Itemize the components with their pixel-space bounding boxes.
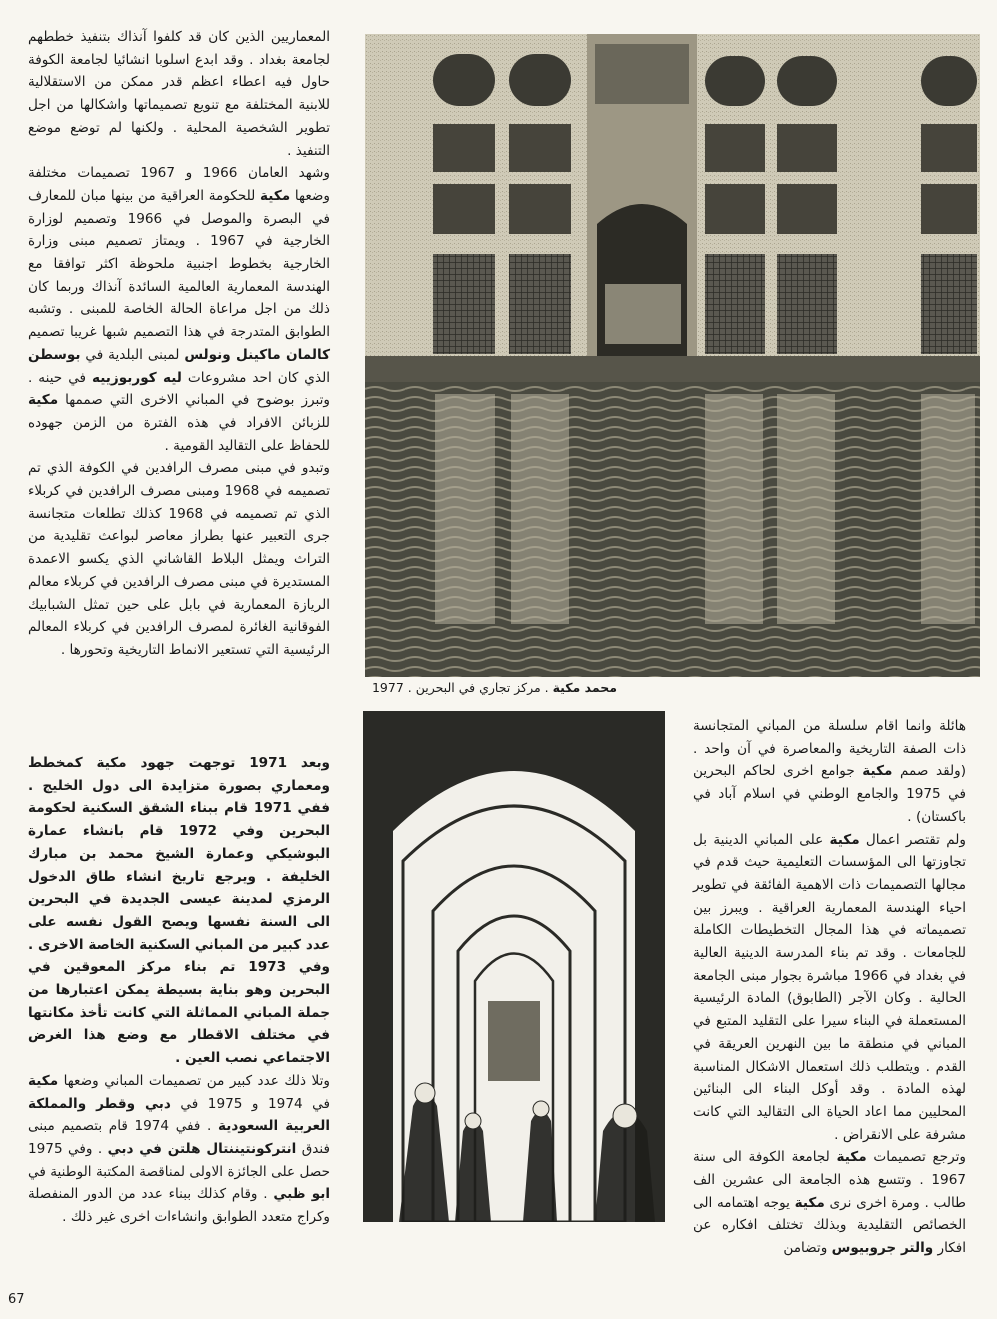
caption-architect: محمد مكية xyxy=(552,680,617,695)
photo-caption xyxy=(372,680,617,695)
paragraph: وترجع تصميمات مكية لجامعة الكوفة الى سنة 1967 . وتتسع هذه الجامعة الى عشرين الف طالب . ومرة اخرى نرى مكية يوجه اهتمامه الى الخصائص التقليدية وبذلك تختلف افكاره عن افكار والتر جروبيوس وتضامن xyxy=(693,1149,966,1257)
paragraph: ولم تقتصر اعمال مكية على المباني الدينية بل تجاوزتها الى المؤسسات التعليمية حيث قدم في مجالها التصميمات ذات الاهمية الفائقة في تطوير احياء الهندسة المعمارية العراقية . ويبرز بين تصميماته في هذا المجال التخطيطات الكاملة للجامعات . وقد تم بناء المدرسة الدينية العالية في بغداد في 1966 مباشرة بجوار مبنى الجامعة الحالية . وكان الآجر (الطابوق) المادة الرئيسية المستعملة في البناء سيرا على التقليد المتبع في المباني في منطقة ما بين النهرين العريقة في القدم . ويتطلب ذلك استعمال الاشكال المناسبة لهذه المادة . وقد أوكل البناء الى البنائين المحليين مما اعاد الحياة الى التقاليد التي كانت مشرفة على الانقراض . xyxy=(693,831,966,1143)
arcade-drawing xyxy=(363,711,665,1222)
paragraph: وتبدو في مبنى مصرف الرافدين في الكوفة الذي تم تصميمه في 1968 ومبنى مصرف الرافدين في كربلاء الذي تم تصميمه في 1968 كذلك تطلعات متجانسة جرى التعبير عنها بطراز معاصر لبواعث تقليدية من التراث ويمثل البلاط القاشاني الذي يكسو الاعمدة المستديرة في مبنى مصرف الرافدين في كربلاء معالم الريازة المعمارية في بابل على حين تمثل الشبابيك الفوقانية الغائرة لمصرف الرافدين في كربلاء المعالم الرئيسية التي تستعير الانماط التاريخية وتحورها . xyxy=(28,460,330,658)
text-column-left-top xyxy=(28,26,330,662)
paragraph: هائلة وانما اقام سلسلة من المباني المتجانسة ذات الصفة التاريخية والمعاصرة في آن واحد . (ولقد صمم مكية جوامع اخرى لحاكم البحرين في 1975 والجامع الوطني في اسلام آباد في باكستان) . xyxy=(693,718,966,825)
paragraph: وتلا ذلك عدد كبير من تصميمات المباني وضعها مكية في 1974 و 1975 في دبي وقطر والمملكة العربية السعودية . ففي 1974 قام بتصميم مبنى فندق انتركونتيننتال هلتن في دبي . وفي 1975 حصل على الجائزة الاولى لمناقصة المكتبة الوطنية في ابو ظبي . وقام كذلك ببناء عدد من الدور المنفصلة وكراج متعدد الطوابق وانشاءات اخرى غير ذلك . xyxy=(28,1072,331,1226)
commercial-centre-illustration xyxy=(365,34,980,677)
page-number: 67 xyxy=(8,1292,25,1307)
text-column-right-bottom xyxy=(693,715,966,1260)
building-photo xyxy=(365,34,980,677)
caption-year: 1977 xyxy=(371,680,404,695)
caption-text: . مركز تجاري في البحرين . xyxy=(403,680,553,695)
paragraph: وشهد العامان 1966 و 1967 تصميمات مختلفة وضعها مكية للحكومة العراقية من بينها مبان للمعارف في البصرة والموصل في 1966 وتصميم لوزارة الخارجية في 1967 . ويمتاز تصميم مبنى وزارة الخارجية بخطوط اجنبية ملحوظة اكثر توافقا مع الهندسة المعمارية العالمية السائدة آنذاك وربما كان ذلك من اجل مراعاة الحالة الخاصة للمبنى . وتشبه الطوابق المتدرجة في هذا التصميم شبها غريبا تصميم كالمان ماكينل ونولس لمبنى البلدية في بوسطن الذي كان احد مشروعات ليه كوربوزييه في حينه . وتبرز بوضوح في المباني الاخرى التي صممها مكية للزبائن الافراد في هذه الفترة من الزمن جهوده للحفاظ على التقاليد القومية . xyxy=(28,165,330,454)
text-column-left-bottom xyxy=(28,752,330,1229)
mosque-arcade-illustration xyxy=(363,711,665,1222)
paragraph: المعماريين الذين كان قد كلفوا آنذاك بتنفيذ خططهم لجامعة بغداد . وقد ابدع اسلوبا انشائيا لجامعة الكوفة حاول فيه اعطاء اعظم قدر ممكن من الاستقلالية للابنية المختلفة مع تنويع تصميماتها واشكالها من اجل تطوير الشخصية المحلية . ولكنها لم توضع موضع التنفيذ . xyxy=(28,29,330,159)
paragraph: وبعد 1971 توجهت جهود مكية كمخطط ومعماري بصورة متزايدة الى دول الخليج . ففي 1971 قام ببناء الشقق السكنية لحكومة البحرين وفي 1972 قام بانشاء عمارة البوشيكي وعمارة الشيخ محمد بن مبارك الخليفة . ويرجع تاريخ انشاء طاق الدخول الرمزي لمدينة عيسى الجديدة في البحرين الى السنة نفسها ويصح القول نفسه على عدد كبير من المباني السكنية الخاصة الاخرى . وفي 1973 تم بناء مركز المعوقين في البحرين وهو بناية بسيطة يمكن اعتبارها من جملة المباني المماثلة التي كانت تأخذ مكانتها في مختلف الاقطار مع وضع هذا الغرض الاجتماعي نصب العين . xyxy=(28,755,331,1067)
